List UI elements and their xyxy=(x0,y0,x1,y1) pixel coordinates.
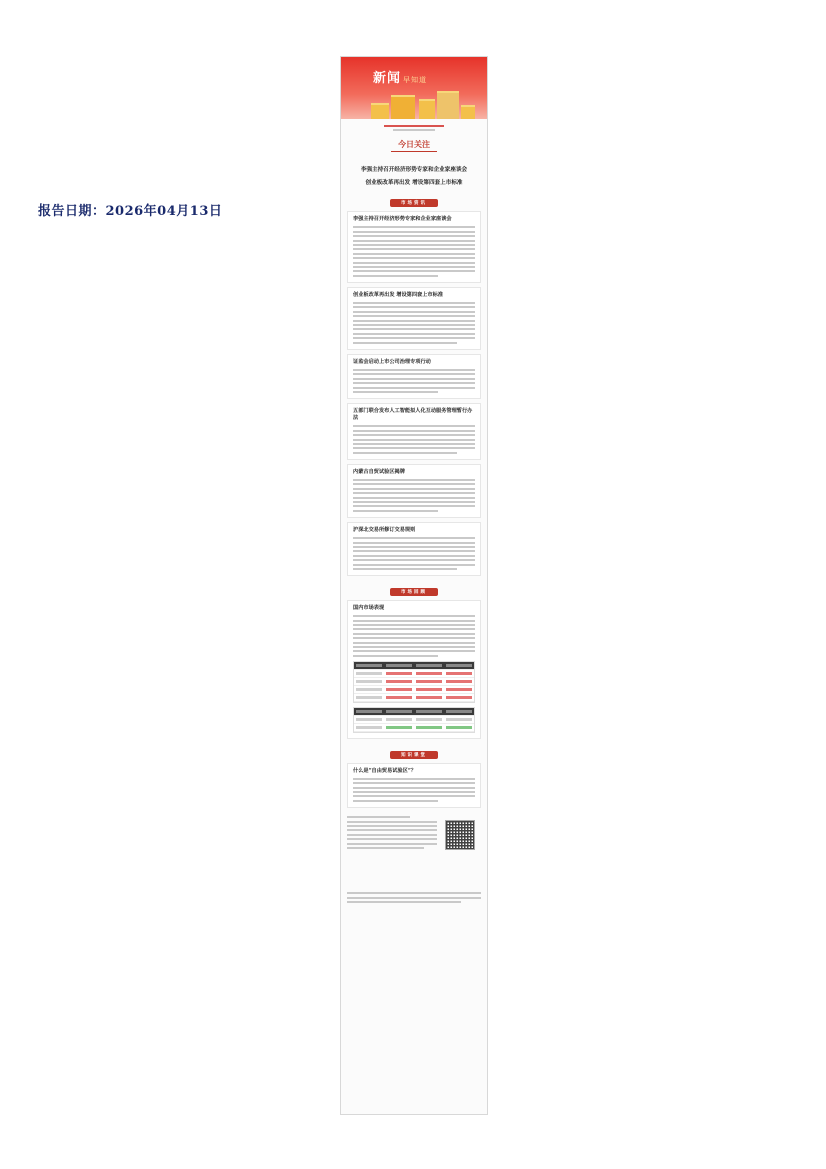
index-table xyxy=(353,661,475,703)
newsletter-page xyxy=(340,56,488,1115)
section-knowledge: 知识课堂 xyxy=(390,751,438,759)
news-item: 李强主持召开经济形势专家和企业家座谈会 xyxy=(347,211,481,283)
footer xyxy=(347,816,481,886)
section-market-news: 市场资讯 xyxy=(390,199,438,207)
headline-1: 李强主持召开经济形势专家和企业家座谈会 xyxy=(360,167,468,174)
report-date: 报告日期：2026年04月13日 xyxy=(38,204,223,219)
today-focus-label: 今日关注 xyxy=(391,139,437,152)
market-card: 国内市场表现 xyxy=(347,600,481,739)
masthead-title: 新闻 早知道 xyxy=(373,71,428,86)
headline-2: 创业板改革再出发 增设第四套上市标准 xyxy=(365,179,463,186)
qr-code-icon xyxy=(445,820,475,850)
news-item: 沪深北交易所修订交易规则 xyxy=(347,522,481,576)
news-item: 证监会启动上市公司治理专项行动 xyxy=(347,354,481,399)
knowledge-card: 什么是“自由贸易试验区”？ xyxy=(347,763,481,808)
news-item: 五部门联合发布人工智能拟人化互动服务管理暂行办法 xyxy=(347,403,481,460)
disclaimer xyxy=(347,892,481,903)
paper-subtitle xyxy=(341,125,487,131)
news-item: 创业板改革再出发 增设第四套上市标准 xyxy=(347,287,481,350)
news-item: 内蒙古自贸试验区揭牌 xyxy=(347,464,481,518)
rate-table xyxy=(353,707,475,733)
masthead-banner xyxy=(341,57,487,119)
section-market-watch: 市场回顾 xyxy=(390,588,438,596)
headlines xyxy=(341,166,487,187)
